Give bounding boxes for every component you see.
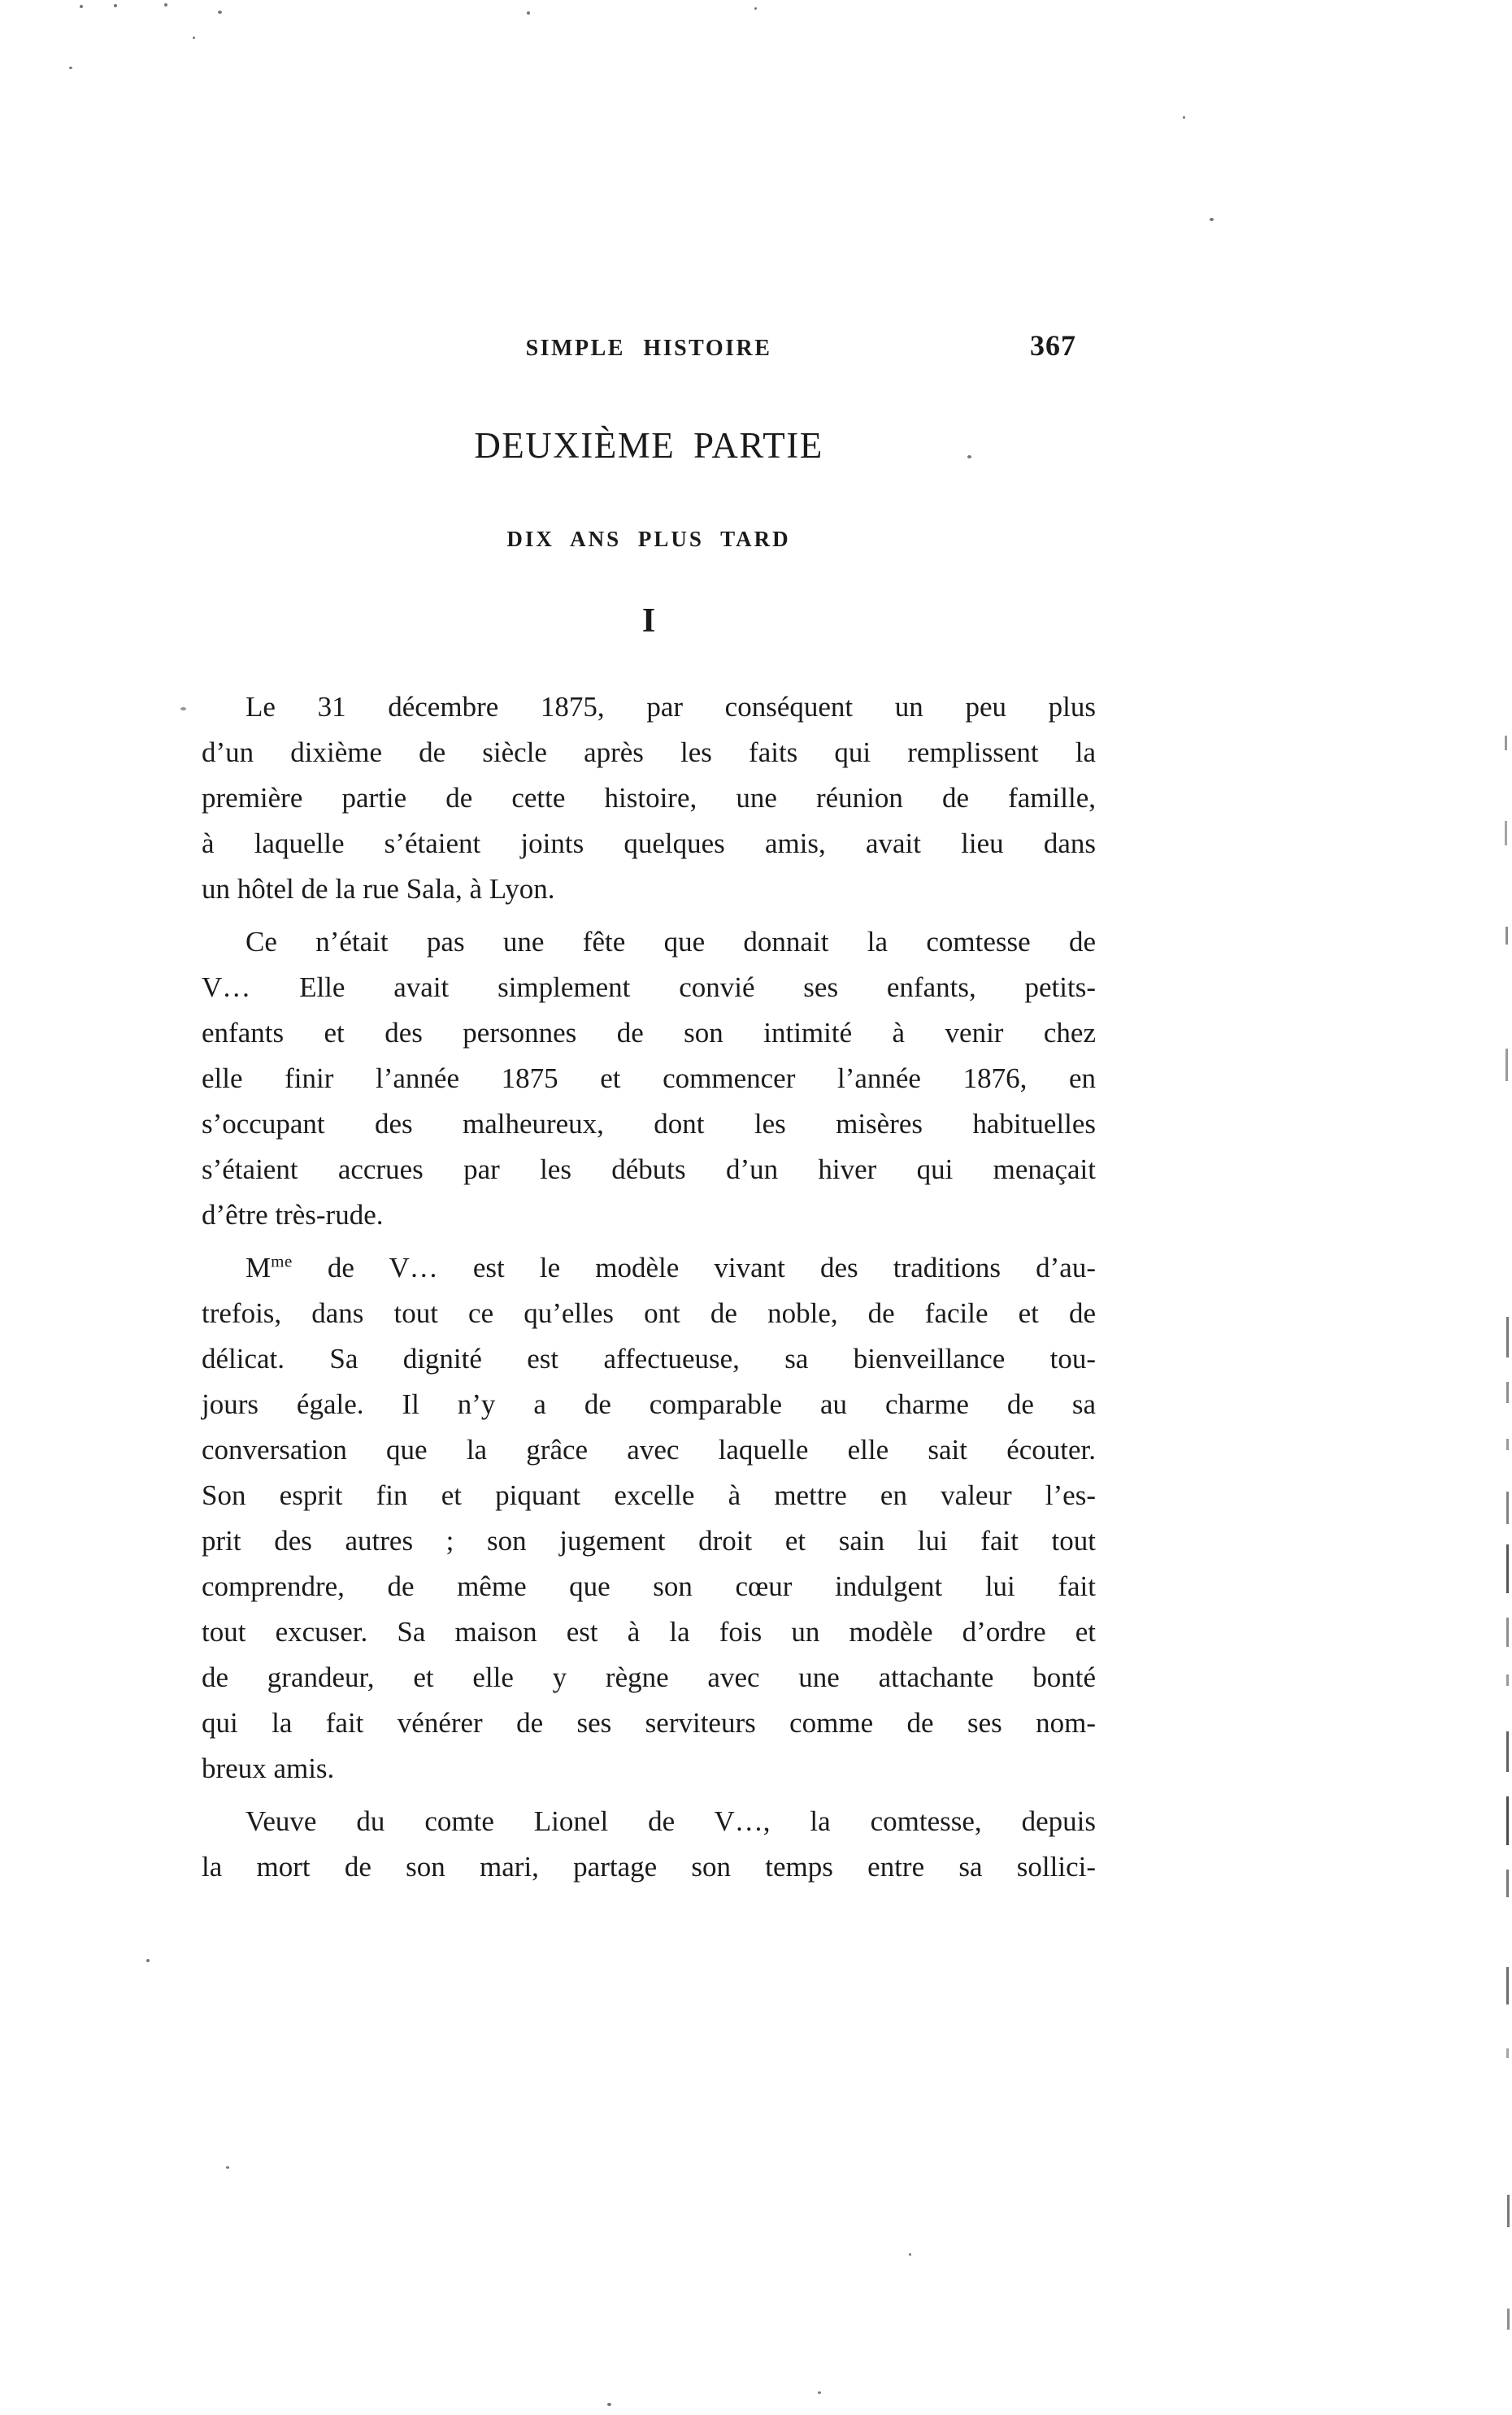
text-line: de grandeur, et elle y règne avec une attachante bonté — [202, 1661, 1096, 1693]
scan-speck — [193, 37, 195, 39]
text-line: un hôtel de la rue Sala, à Lyon. — [202, 873, 555, 905]
text-line: Son esprit fin et piquant excelle à mettre en valeur l’es- — [202, 1479, 1096, 1511]
paragraph-1 — [202, 684, 1096, 912]
fold-line-mark — [1507, 2195, 1510, 2227]
fold-line-mark — [1505, 927, 1508, 945]
scan-speck — [1210, 218, 1214, 221]
text-line: d’être très-rude. — [202, 1199, 384, 1231]
text-line: à laquelle s’étaient joints quelques amis, avait lieu dans — [202, 827, 1096, 859]
fold-line-mark — [1506, 1492, 1509, 1524]
fold-line-mark — [1506, 1870, 1509, 1897]
scan-speck — [164, 3, 167, 7]
fold-line-mark — [1505, 736, 1507, 750]
fold-line-mark — [1505, 1049, 1508, 1081]
scan-speck — [80, 5, 83, 8]
scan-speck — [754, 7, 757, 10]
text-line: conversation que la grâce avec laquelle elle sait écouter. — [202, 1434, 1096, 1466]
text-line: enfants et des personnes de son intimité à venir chez — [202, 1017, 1096, 1049]
text-line: qui la fait vénérer de ses serviteurs comme de ses nom- — [202, 1707, 1096, 1739]
text-line: la mort de son mari, partage son temps entre sa sollici- — [202, 1851, 1096, 1883]
fold-line-mark — [1506, 1439, 1509, 1450]
text-line: tout excuser. Sa maison est à la fois un modèle d’ordre et — [202, 1616, 1096, 1648]
text-line: trefois, dans tout ce qu’elles ont de noble, de facile et de — [202, 1297, 1096, 1329]
paragraph-2 — [202, 919, 1096, 1238]
scan-speck — [527, 11, 530, 15]
fold-line-mark — [1506, 1731, 1509, 1772]
part-title: DEUXIÈME PARTIE — [474, 425, 823, 466]
fold-line-mark — [1506, 1618, 1509, 1647]
fold-line-mark — [1507, 2309, 1510, 2330]
text-line: V… Elle avait simplement convié ses enfants, petits- — [202, 971, 1096, 1003]
text-line: délicat. Sa dignité est affectueuse, sa bienveillance tou- — [202, 1343, 1096, 1375]
fold-line-mark — [1505, 821, 1507, 845]
fold-line-mark — [1506, 2048, 1509, 2058]
text-line: prit des autres ; son jugement droit et sain lui fait tout — [202, 1525, 1096, 1557]
text-line: breux amis. — [202, 1753, 335, 1784]
fold-line-mark — [1506, 1317, 1509, 1357]
scan-speck — [69, 67, 72, 69]
text-line: s’occupant des malheureux, dont les misères habituelles — [202, 1108, 1096, 1140]
scan-speck — [1183, 116, 1185, 119]
fold-line-mark — [1506, 1544, 1509, 1593]
text-line: comprendre, de même que son cœur indulgent lui fait — [202, 1570, 1096, 1602]
page-number: 367 — [1030, 329, 1076, 362]
text-line: Ce n’était pas une fête que donnait la comtesse de — [245, 926, 1096, 958]
mme-rest: de V… est le modèle vivant des traditions d’au- — [292, 1252, 1096, 1284]
fold-line-mark — [1506, 1796, 1509, 1845]
scan-speck — [818, 2391, 821, 2394]
body-text — [202, 684, 1096, 1890]
scan-speck — [967, 455, 971, 458]
scan-speck — [909, 2253, 911, 2256]
scan-speck — [180, 707, 186, 710]
chapter-numeral: I — [641, 602, 656, 640]
fold-line-mark — [1506, 1967, 1509, 2005]
text-line: s’étaient accrues par les débuts d’un hiver qui menaçait — [202, 1153, 1096, 1185]
paragraph-4 — [202, 1799, 1096, 1890]
fold-line-mark — [1506, 1382, 1509, 1403]
text-line: jours égale. Il n’y a de comparable au charme de sa — [202, 1388, 1096, 1420]
scan-speck — [114, 4, 117, 7]
fold-line-mark — [1506, 1674, 1509, 1686]
scan-speck — [146, 1959, 150, 1962]
page-header — [202, 328, 1096, 367]
paragraph-3 — [202, 1245, 1096, 1792]
text-line: Veuve du comte Lionel de V…, la comtesse, depuis — [245, 1805, 1096, 1837]
mme-prefix: M — [245, 1252, 272, 1284]
scan-speck — [607, 2403, 611, 2406]
text-line: elle finir l’année 1875 et commencer l’année 1876, en — [202, 1062, 1096, 1094]
text-line: première partie de cette histoire, une réunion de famille, — [202, 782, 1096, 814]
part-subtitle: DIX ANS PLUS TARD — [506, 527, 791, 551]
scan-speck — [226, 2166, 229, 2169]
text-line: Le 31 décembre 1875, par conséquent un peu plus — [245, 691, 1096, 723]
scan-speck — [218, 11, 222, 14]
text-line — [202, 1245, 1096, 1291]
text-line: d’un dixième de siècle après les faits qui remplissent la — [202, 736, 1096, 768]
running-title: SIMPLE HISTOIRE — [525, 336, 772, 361]
mme-superscript: me — [271, 1251, 293, 1271]
